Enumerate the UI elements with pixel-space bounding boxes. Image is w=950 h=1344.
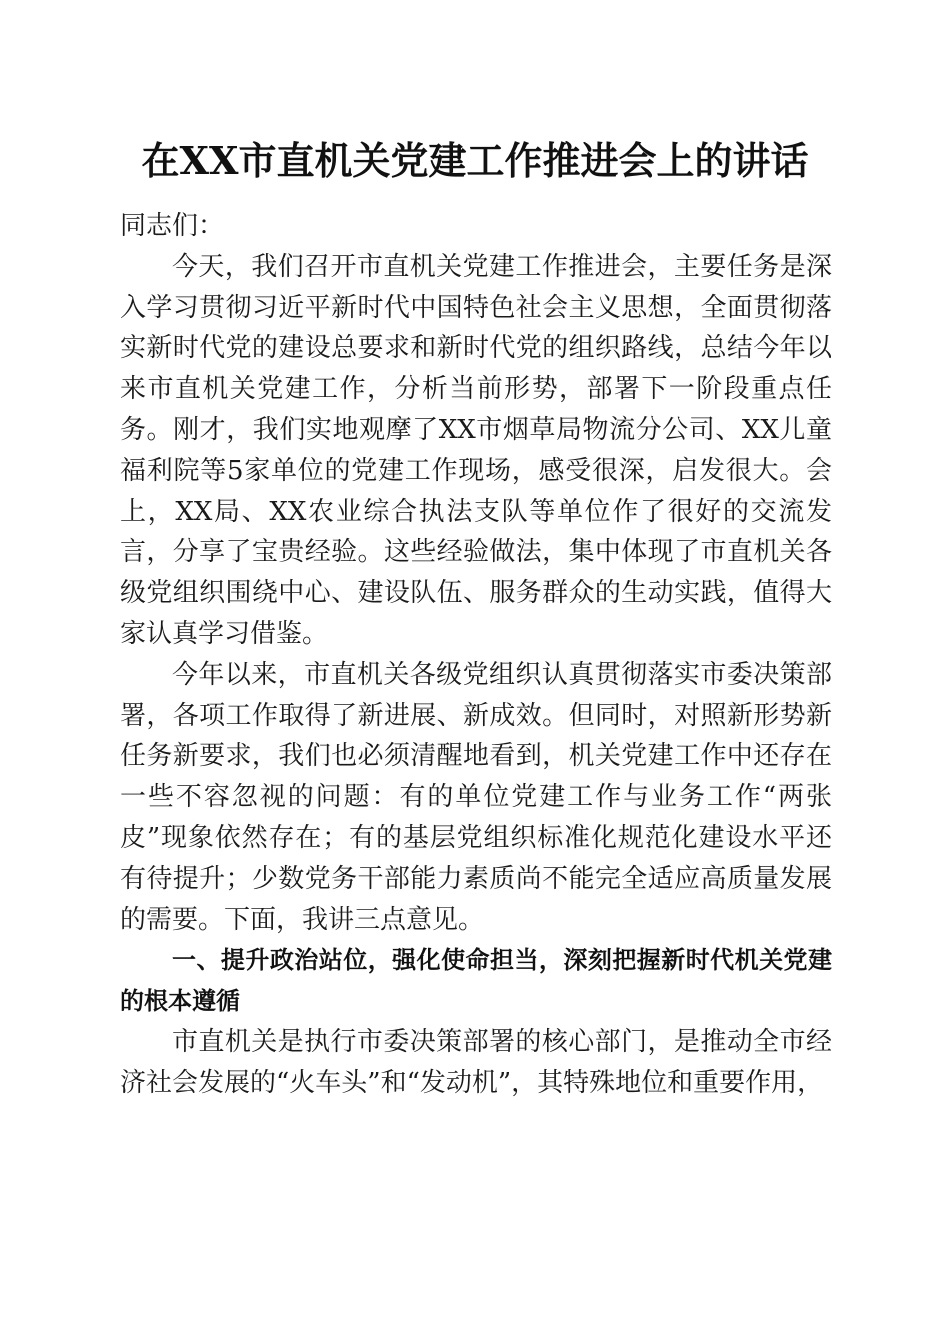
salutation: 同志们：	[120, 211, 225, 241]
document-title: 在XX市直机关党建工作推进会上的讲话	[141, 138, 809, 183]
paragraph-section-1: 市直机关是执行市委决策部署的核心部门，是推动全市经济社会发展的“火车头”和“发动机”，其特殊地位和重要作用，	[120, 1026, 832, 1098]
document-body	[120, 206, 832, 1104]
section-heading-1: 一、提升政治站位，强化使命担当，深刻把握新时代机关党建的根本遵循	[120, 946, 832, 1016]
paragraph-problems: 今年以来，市直机关各级党组织认真贯彻落实市委决策部署，各项工作取得了新进展、新成效。但同时，对照新形势新任务新要求，我们也必须清醒地看到，机关党建工作中还存在一些不容忽视的问题：有的单位党建工作与业务工作“两张皮”现象依然存在；有的基层党组织标准化规范化建设水平还有待提升；少数党务干部能力素质尚不能完全适应高质量发展的需要。下面，我讲三点意见。	[120, 659, 832, 935]
paragraph-opening: 今天，我们召开市直机关党建工作推进会，主要任务是深入学习贯彻习近平新时代中国特色社会主义思想，全面贯彻落实新时代党的建设总要求和新时代党的组织路线，总结今年以来市直机关党建工作，分析当前形势，部署下一阶段重点任务。刚才，我们实地观摩了XX市烟草局物流分公司、XX儿童福利院等5家单位的党建工作现场，感受很深，启发很大。会上，XX局、XX农业综合执法支队等单位作了很好的交流发言，分享了宝贵经验。这些经验做法，集中体现了市直机关各级党组织围绕中心、建设队伍、服务群众的生动实践，值得大家认真学习借鉴。	[120, 251, 832, 649]
